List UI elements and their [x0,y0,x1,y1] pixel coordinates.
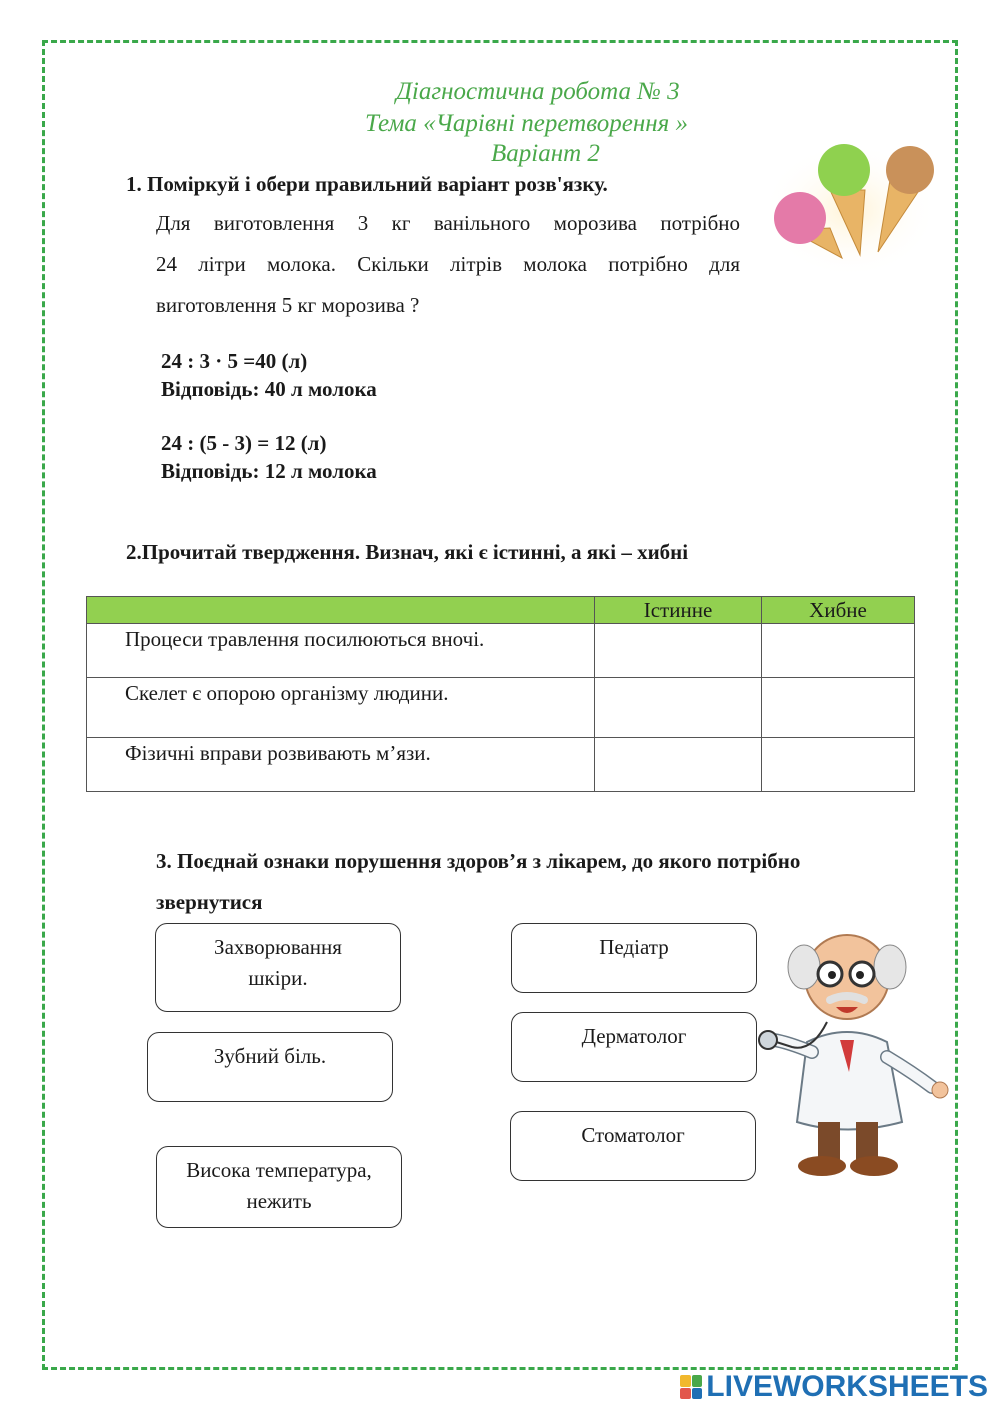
liveworksheets-logo [680,1370,988,1404]
symptom-text: Висока температура, [186,1158,372,1182]
table-row [87,624,915,678]
true-answer-cell[interactable] [595,738,762,792]
symptom-text: нежить [246,1189,312,1213]
table-row [87,678,915,738]
worksheet-title: Діагностична робота № 3 [396,78,680,105]
task1-text-line: 24 літри молока. Скільки літрів молока потрібно для [156,252,740,276]
table-row [87,738,915,792]
option-a-expression[interactable]: 24 : 3 · 5 =40 (л) [161,349,308,373]
false-answer-cell[interactable] [762,678,915,738]
symptom-text: Захворювання [214,935,342,959]
option-a-answer[interactable]: Відповідь: 40 л молока [161,377,377,401]
doctor-card-pediatrician[interactable] [511,923,757,993]
symptom-card-fever[interactable] [156,1146,402,1228]
option-b-answer[interactable]: Відповідь: 12 л молока [161,459,377,483]
doctor-text: Дерматолог [581,1024,687,1048]
true-answer-cell[interactable] [595,678,762,738]
worksheet-topic: Тема «Чарівні перетворення » [365,110,689,137]
liveworksheets-logo-icon [680,1375,702,1399]
false-answer-cell[interactable] [762,738,915,792]
statement: Фізичні вправи розвивають м’язи. [87,738,595,792]
true-answer-cell[interactable] [595,624,762,678]
task1-text-line: Для виготовлення 3 кг ванільного морозива потрібно [156,211,740,235]
task3-title: 3. Поєднай ознаки порушення здоров’я з лікарем, до якого потрібно [156,849,801,873]
worksheet-variant: Варіант 2 [491,140,600,167]
column-header [87,597,595,624]
symptom-text: шкіри. [248,966,308,990]
statement: Скелет є опорою організму людини. [87,678,595,738]
table-header-row [87,597,915,624]
doctor-card-dermatologist[interactable] [511,1012,757,1082]
doctor-card-dentist[interactable] [510,1111,756,1181]
symptom-card-toothache[interactable] [147,1032,393,1102]
symptom-text: Зубний біль. [213,1044,327,1068]
symptom-card-skin[interactable] [155,923,401,1012]
ice-cream-illustration [760,140,940,280]
task1-title: 1. Поміркуй і обери правильний варіант розв'язку. [126,172,608,196]
option-b-expression[interactable]: 24 : (5 - 3) = 12 (л) [161,431,327,455]
task3-title-continued: звернутися [156,890,263,914]
liveworksheets-wordmark: LIVEWORKSHEETS [706,1370,988,1403]
doctor-text: Педіатр [599,935,669,959]
task1-text-line: виготовлення 5 кг морозива ? [156,293,420,317]
column-header-false: Хибне [762,597,915,624]
column-header-true: Істинне [595,597,762,624]
doctor-illustration [752,922,952,1184]
true-false-table [86,596,915,792]
doctor-text: Стоматолог [581,1123,685,1147]
task2-title: 2.Прочитай твердження. Визнач, які є істинні, а які – хибні [126,540,689,564]
false-answer-cell[interactable] [762,624,915,678]
statement: Процеси травлення посилюються вночі. [87,624,595,678]
